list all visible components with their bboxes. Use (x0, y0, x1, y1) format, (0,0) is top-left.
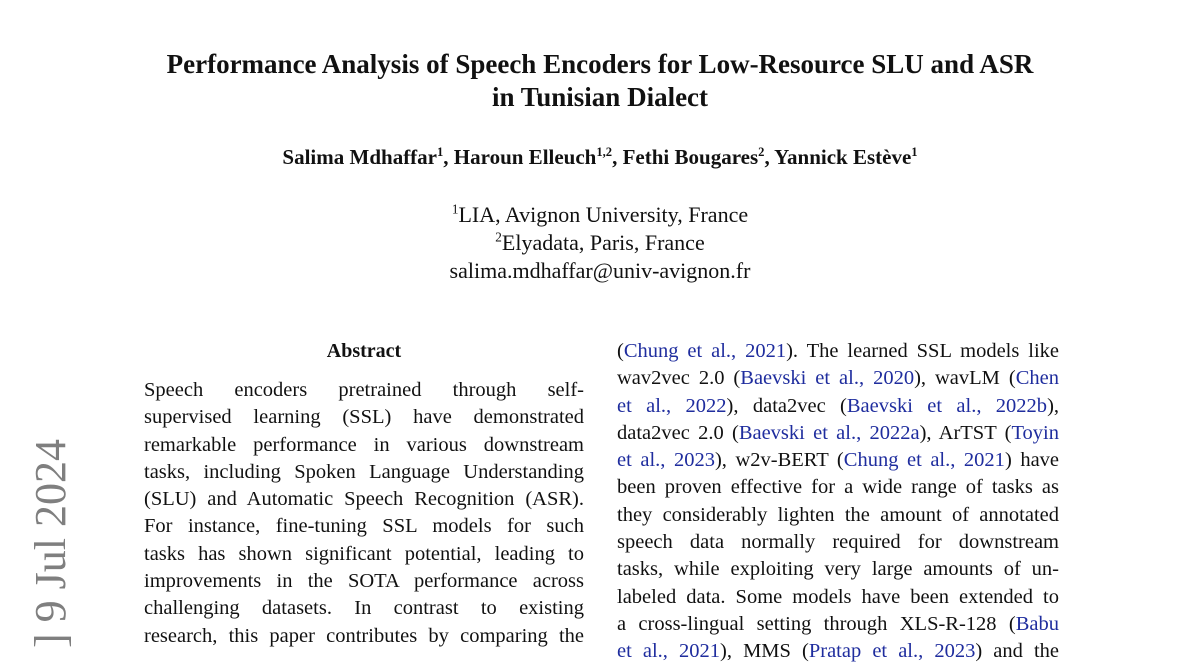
arxiv-side-stamp: ] 9 Jul 2024 (26, 439, 75, 648)
author-separator: , (612, 145, 623, 169)
paper-title-line-2: in Tunisian Dialect (491, 82, 709, 112)
author-name: Haroun Elleuch (453, 145, 597, 169)
affiliation-number: 1 (451, 201, 459, 217)
text-line (617, 447, 1059, 474)
text-line (617, 584, 1059, 611)
text-segment: ), wavLM ( (914, 367, 1016, 390)
paper-title (100, 48, 1100, 114)
text-segment: challenging datasets. In contrast to existing (144, 597, 584, 620)
text-line (617, 638, 1059, 665)
citation-link[interactable]: et al., 2023 (617, 449, 715, 472)
abstract-body (144, 377, 584, 650)
text-segment: research, this paper contributes by comparing the (144, 624, 584, 647)
citation-link[interactable]: Pratap et al., 2023 (808, 640, 976, 663)
author-affiliation-mark: 2 (758, 145, 765, 159)
citation-link[interactable]: et al., 2021 (617, 640, 721, 663)
text-segment: ), w2v-BERT ( (714, 449, 844, 472)
author-name: Fethi Bougares (622, 145, 759, 169)
paper-title-line-1: Performance Analysis of Speech Encoders for Low-Resource SLU and ASR (166, 49, 1034, 79)
author-affiliation-mark: 1 (437, 145, 444, 159)
text-line (144, 377, 584, 404)
text-segment: a cross-lingual setting through XLS-R-128 ( (617, 612, 1016, 635)
text-segment: tasks, including Spoken Language Understanding (144, 460, 584, 483)
text-segment: Speech encoders pretrained through self- (144, 379, 584, 401)
text-line (144, 595, 584, 622)
text-line (144, 404, 584, 431)
text-segment: For instance, fine-tuning SSL models for such (144, 515, 584, 538)
text-line (144, 513, 584, 540)
citation-link[interactable]: Chung et al., 2021 (843, 449, 1005, 472)
author-separator: , (443, 145, 454, 169)
citation-link[interactable]: Baevski et al., 2020 (740, 367, 915, 390)
contact-email: salima.mdhaffar@univ-avignon.fr (449, 258, 751, 283)
text-line (144, 623, 584, 650)
text-segment: ). The learned SSL models like (786, 340, 1060, 362)
author (774, 145, 917, 169)
text-segment: they considerably lighten the amount of annotated (617, 503, 1059, 526)
affiliation (200, 201, 1000, 229)
author-list (100, 143, 1100, 171)
author-name: Yannick Estève (774, 145, 912, 169)
text-line (617, 420, 1059, 447)
author-affiliation-mark: 1 (911, 145, 918, 159)
author (623, 145, 775, 169)
text-segment: ), data2vec ( (726, 394, 847, 417)
text-segment: ), (1047, 394, 1060, 417)
citation-link[interactable]: Chen (1015, 367, 1059, 390)
citation-link[interactable]: Toyin (1011, 421, 1059, 444)
text-segment: improvements in the SOTA performance across (144, 570, 584, 593)
text-line (617, 529, 1059, 556)
text-segment: ) and the (975, 640, 1059, 663)
text-segment: remarkable performance in various downstream (144, 433, 584, 456)
author-separator: , (764, 145, 775, 169)
affiliation-text: LIA, Avignon University, France (458, 202, 749, 227)
text-segment: ) have (1004, 449, 1060, 472)
text-line (144, 459, 584, 486)
text-segment: wav2vec 2.0 ( (617, 367, 741, 390)
text-line (617, 393, 1059, 420)
text-segment: (SLU) and Automatic Speech Recognition (ASR). (144, 488, 584, 511)
text-line (144, 486, 584, 513)
text-segment: ( (617, 340, 624, 362)
affiliation-block (200, 201, 1000, 285)
text-line (144, 432, 584, 459)
citation-link[interactable]: Baevski et al., 2022a (738, 421, 920, 444)
text-line (617, 338, 1059, 365)
affiliation (200, 229, 1000, 257)
author-name: Salima Mdhaffar (282, 145, 437, 169)
introduction-body (617, 338, 1059, 666)
text-segment: ), MMS ( (720, 640, 809, 663)
citation-link[interactable]: Baevski et al., 2022b (846, 394, 1048, 417)
text-segment: supervised learning (SSL) have demonstrated (144, 406, 584, 429)
text-segment: labeled data. Some models have been extended to (617, 585, 1059, 608)
text-line (617, 365, 1059, 392)
author-affiliation-mark: 1,2 (596, 145, 613, 159)
text-line (617, 502, 1059, 529)
text-segment: tasks has shown significant potential, leading to (144, 542, 584, 565)
author (282, 145, 453, 169)
text-segment: data2vec 2.0 ( (617, 421, 739, 444)
text-segment: speech data normally required for downstream (617, 531, 1059, 554)
citation-link[interactable]: Babu (1015, 612, 1059, 635)
affiliation-number: 2 (495, 229, 502, 245)
author (454, 145, 623, 169)
text-line (144, 541, 584, 568)
text-line (144, 568, 584, 595)
text-line (617, 474, 1059, 501)
citation-link[interactable]: et al., 2022 (617, 394, 727, 417)
text-segment: been proven effective for a wide range of tasks as (617, 476, 1059, 499)
text-segment: tasks, while exploiting very large amounts of un- (617, 558, 1059, 581)
affiliation-text: Elyadata, Paris, France (501, 230, 705, 255)
text-line (617, 556, 1059, 583)
text-segment: ), ArTST ( (919, 421, 1012, 444)
citation-link[interactable]: Chung et al., 2021 (623, 340, 787, 362)
text-line (617, 611, 1059, 638)
abstract-heading: Abstract (326, 340, 402, 362)
